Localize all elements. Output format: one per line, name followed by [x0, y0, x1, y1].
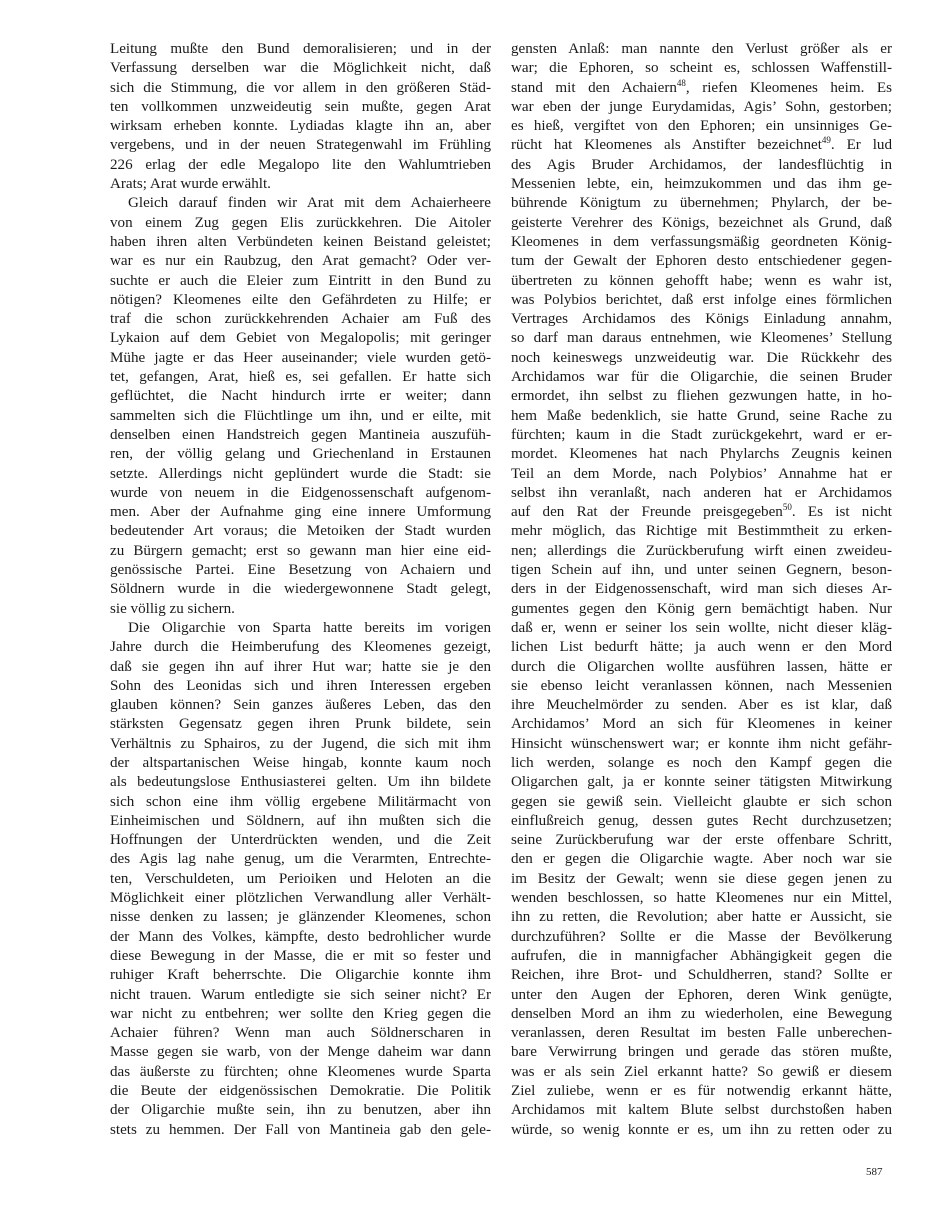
text-line: Achaier führen? Wenn man auch Söldnerscharen in	[110, 1025, 491, 1042]
text-line: wurde von neuem in die Eidgenossenschaft aufgenom-	[110, 484, 491, 501]
text-line: denselben einen Handstreich gegen Mantineia auszufüh-	[110, 426, 491, 443]
text-line: haben ihren alten Verbündeten keinen Beistand geleistet;	[110, 233, 491, 250]
text-line: denselben Mord an ihm zu wiederholen, eine Bewegung	[511, 1005, 892, 1022]
text-line: 226 erlag der edle Megalopo lite den Wahlumtrieben	[110, 156, 491, 173]
text-line: mehr möglich, das Richtige mit Bestimmtheit zu erken-	[511, 523, 892, 540]
text-line: der Mann des Volkes, kämpfte, desto bedrohlicher wurde	[110, 928, 491, 945]
text-line: hem Maße bedenklich, sie hatte Grund, seine Rache zu	[511, 407, 892, 424]
text-line: Mühe jagte er das Heer auseinander; viele wurden getö-	[110, 349, 491, 366]
text-line: einflußreich genug, dessen gutes Recht durchzusetzen;	[511, 812, 892, 829]
text-line: ihn zu retten, die Revolution; aber hatte er Aussicht, sie	[511, 909, 892, 926]
text-line: sie völlig zu sichern.	[110, 600, 235, 617]
text-line: setzte. Allerdings nicht geplündert wurde die Stadt: sie	[110, 465, 491, 482]
text-line: ermordet, ihn selbst zu fliehen gezwungen hatte, in ho-	[511, 388, 892, 405]
text-line: daß sie gegen ihn auf ihrer Hut war; hatte sie je den	[110, 658, 491, 675]
text-line: den er gegen die Oligarchie wagte. Aber noch war sie	[511, 851, 892, 868]
text-line: Sohn des Leonidas sich und ihren Interessen ergeben	[110, 677, 491, 694]
text-line: des Agis lag nahe genug, um die Verarmten, Entrechte-	[110, 851, 491, 868]
text-line: mordet. Kleomenes hat nach Phylarchs Zeugnis keinen	[511, 446, 892, 463]
text-line: nisse denken zu lassen; je glänzender Kleomenes, schon	[110, 909, 491, 926]
text-line: daß er, wenn er seiner los sein wollte, nicht dieser kläg-	[511, 619, 892, 636]
text-line: Masse gegen sie warb, von der Menge daheim war dann	[110, 1044, 491, 1061]
text-line: Kleomenes in dem verfassungsmäßig geordneten König-	[511, 233, 892, 250]
text-line: tet, gefangen, Arat, hieß es, sei gefallen. Er hatte sich	[110, 369, 491, 386]
text-line: gumentes gegen den König gern bemächtigt haben. Nur	[511, 600, 892, 617]
text-line: glauben können? Sein ganzes äußeres Leben, das den	[110, 697, 491, 714]
text-line: bare Verwirrung bringen und gerade das stören mußte,	[511, 1044, 892, 1061]
text-line: Messenien lebte, ein, heimzukommen und das ihm ge-	[511, 176, 892, 193]
text-line: tigen Schein auf ihn, und unter seinen Gegnern, beson-	[511, 562, 892, 579]
text-line: Söldnern wurde in die wiedergewonnene Stadt gelegt,	[110, 581, 491, 598]
text-line: stets zu hemmen. Der Fall von Mantineia gab den gele-	[110, 1121, 491, 1138]
text-line: wirksam erheben konnte. Lydiadas klagte ihn an, aber	[110, 118, 491, 135]
text-line: Archidamos war für die Oligarchie, die seinen Bruder	[511, 369, 892, 386]
text-line: war eben der junge Eurydamidas, Agis’ Sohn, gestorben;	[511, 98, 892, 115]
text-line: gegen sie gewiß sein. Vielleicht glaubte er sich schon	[511, 793, 892, 810]
text-line: wenden beschlossen, so hatte Kleomenes nur ein Mittel,	[511, 890, 892, 907]
text-line: als bedeutungslose Enthusiasterei gelten. Um ihn bildete	[110, 774, 491, 791]
text-line: geflüchtet, die Nacht hindurch irrte er weiter; dann	[110, 388, 491, 405]
text-line: ren, der völlig gelang und Griechenland in Erstaunen	[110, 446, 491, 463]
left-text-column	[110, 40, 491, 1140]
text-line: war; die Ephoren, so scheint es, schlossen Waffenstill-	[511, 60, 892, 77]
text-line: sammelten sich die Flüchtlinge um ihn, und er eilte, mit	[110, 407, 491, 424]
text-line: Verhältnis zu Sphairos, zu der Jugend, die sich mit ihm	[110, 735, 491, 752]
text-line: Arats; Arat wurde erwählt.	[110, 176, 271, 193]
text-line: bührende Königtum zu übernehmen; Phylarch, der be-	[511, 195, 892, 212]
text-line: selbst ihn veranlaßt, nach anderen hat er Archidamos	[511, 484, 892, 501]
text-line: Hoffnungen der Unterdrückten wenden, und die Zeit	[110, 832, 491, 849]
text-line: so darf man daraus entnehmen, wie Kleomenes’ Stellung	[511, 330, 892, 347]
text-line: noch keineswegs unzweideutig war. Die Rückkehr des	[511, 349, 892, 366]
text-line: Ziel zuliebe, wenn er es für notwendig erkannt hätte,	[511, 1083, 892, 1100]
text-line: zu Bürgern gemacht; erst so gewann man hier eine eid-	[110, 542, 491, 559]
text-line: Reichen, ihre Brot- und Schuldherren, stand? Sollte er	[511, 967, 892, 984]
page-number: 587	[866, 1166, 883, 1178]
text-line: stärksten Gegensatz gegen ihren Prunk bildete, sein	[110, 716, 491, 733]
footnote-marker: 50	[782, 503, 792, 513]
text-line: nötigen? Kleomenes eilte den Gefährdeten zu Hilfe; er	[110, 291, 491, 308]
text-line: Teil an dem Morde, nach Polybios’ Annahme hat er	[511, 465, 892, 482]
text-line: unter den Augen der Ephoren, deren Wink genügte,	[511, 986, 892, 1003]
text-line: war es nur ein Raubzug, den Arat gemacht? Oder ver-	[110, 253, 491, 270]
text-line: es hieß, vergiftet von den Ephoren; ein unsinniges Ge-	[511, 118, 892, 135]
text-line: der altspartanischen Weise hingab, konnte kaum noch	[110, 754, 491, 771]
text-line: der Oligarchie mußte sein, ihn zu benutzen, aber ihn	[110, 1102, 491, 1119]
text-line: bedeutender Art voraus; die Metoiken der Stadt wurden	[110, 523, 491, 540]
text-line: men. Aber der Aufnahme ging eine innere Umformung	[110, 504, 491, 521]
text-line: des Agis Bruder Archidamos, der landesflüchtig in	[511, 156, 892, 173]
text-line: gensten Anlaß: man nannte den Verlust größer als er	[511, 41, 892, 57]
text-line: Lykaion auf dem Gebiet von Megalopolis; mit geringer	[110, 330, 491, 347]
text-line: fürchten; kaum in die Stadt zurückgekehrt, ward er er-	[511, 426, 892, 443]
text-line: die Beute der eidgenössischen Demokratie. Die Politik	[110, 1083, 491, 1100]
text-line: sich die Stimmung, die vor allem in den größeren Städ-	[110, 79, 491, 96]
text-line: vergebens, und in der neuen Strategenwahl im Frühling	[110, 137, 491, 154]
footnote-marker: 48	[676, 78, 686, 88]
text-line: was er als sein Ziel erkannt hatte? So gewiß er diesem	[511, 1063, 892, 1080]
text-line: nicht trauen. Warum entledigte sie sich seiner nicht? Er	[110, 986, 491, 1003]
text-line: diese Bewegung in der Masse, die er mit so fester und	[110, 947, 491, 964]
text-line: im Besitz der Gewalt; wenn sie diese gegen jenen zu	[511, 870, 892, 887]
text-line: Hinsicht wünschenswert war; er konnte ihm nicht gefähr-	[511, 735, 892, 752]
footnote-marker: 49	[821, 136, 831, 146]
text-line: Die Oligarchie von Sparta hatte bereits im vorigen	[128, 619, 491, 636]
text-line: ten vollkommen unzweideutig sein mußte, gegen Arat	[110, 98, 491, 115]
text-line: aufrufen, die in mannigfacher Abhängigkeit gegen die	[511, 947, 892, 964]
text-line: rücht hat Kleomenes als Anstifter bezeichnet$^{49}$. Er lud	[511, 136, 892, 154]
text-line: geisterte Verehrer des Königs, bezeichnet als Grund, daß	[511, 214, 892, 231]
text-line: veranlassen, deren Resultat im besten Falle unberechen-	[511, 1025, 892, 1042]
text-line: seine Zurückberufung war der erste offenbare Schritt,	[511, 832, 892, 849]
text-line: Leitung mußte den Bund demoralisieren; und in der	[110, 41, 491, 57]
text-line: was Polybios berichtet, daß erst infolge eines förmlichen	[511, 291, 892, 308]
text-line: Einheimischen und Söldnern, auf ihn mußten sich die	[110, 812, 491, 829]
text-line: stand mit den Achaiern$^{48}$, riefen Kleomenes heim. Es	[511, 78, 892, 96]
text-line: Vertrages Archidamos des Königs Einladung annahm,	[511, 311, 892, 328]
right-text-column	[511, 40, 892, 1140]
text-line: Archidamos’ Mord an sich für Kleomenes in keiner	[511, 716, 892, 733]
text-line: lich werden, solange es noch den Kampf gegen die	[511, 754, 892, 771]
text-line: Verfassung derselben war die Möglichkeit nicht, daß	[110, 60, 491, 77]
text-line: übertreten zu können gehofft habe; wenn es wahr ist,	[511, 272, 892, 289]
text-line: Jahre durch die Heimberufung des Kleomenes gezeigt,	[110, 639, 491, 656]
text-line: tum der Gewalt der Ephoren desto entschiedener gegen-	[511, 253, 892, 270]
text-line: lichen List bedurft hätte; ja auch wenn er den Mord	[511, 639, 892, 656]
text-line: auf den Rat der Freunde preisgegeben$^{50}$. Es ist nicht	[511, 503, 892, 521]
text-line: das äußerste zu fürchten; ohne Kleomenes wurde Sparta	[110, 1063, 491, 1080]
text-line: Gleich darauf finden wir Arat mit dem Achaierheere	[128, 195, 491, 212]
text-line: Archidamos mit kaltem Blute selbst durchstoßen haben	[511, 1102, 892, 1119]
text-line: durchzuführen? Sollte er die Masse der Bevölkerung	[511, 928, 892, 945]
text-line: genössische Partei. Eine Besetzung von Achaiern und	[110, 562, 491, 579]
text-line: traf die schon zurückkehrenden Achaier am Fuß des	[110, 311, 491, 328]
text-line: ten, Verschuldeten, um Perioiken und Heloten an die	[110, 870, 491, 887]
text-line: ders in der Eidgenossenschaft, wird man sich dieses Ar-	[511, 581, 892, 598]
text-line: suchte er auch die Eleier zum Eintritt in den Bund zu	[110, 272, 491, 289]
text-line: Oligarchen galt, ja er konnte seiner tätigsten Mitwirkung	[511, 774, 892, 791]
text-line: sie ebenso leicht veranlassen können, nach Messenien	[511, 677, 892, 694]
text-line: war nicht zu entbehren; wer sollte den Krieg gegen die	[110, 1005, 491, 1022]
text-line: Möglichkeit einer plötzlichen Verwandlung aller Verhält-	[110, 890, 491, 907]
text-line: durch die Oligarchen wollte ausführen lassen, hätte er	[511, 658, 892, 675]
text-line: sich schon eine ihm völlig ergebene Militärmacht von	[110, 793, 491, 810]
text-line: ihre Meuchelmörder zu senden. Aber es ist klar, daß	[511, 697, 892, 714]
text-line: würde, so wenig konnte er es, um ihn zu retten oder zu	[511, 1121, 892, 1138]
text-line: von einem Zug gegen Elis zurückkehren. Die Aitoler	[110, 214, 491, 231]
text-line: ruhiger Kraft beherrschte. Die Oligarchie konnte ihm	[110, 967, 491, 984]
text-line: nen; allerdings die Zurückberufung wirft einen zweideu-	[511, 542, 892, 559]
